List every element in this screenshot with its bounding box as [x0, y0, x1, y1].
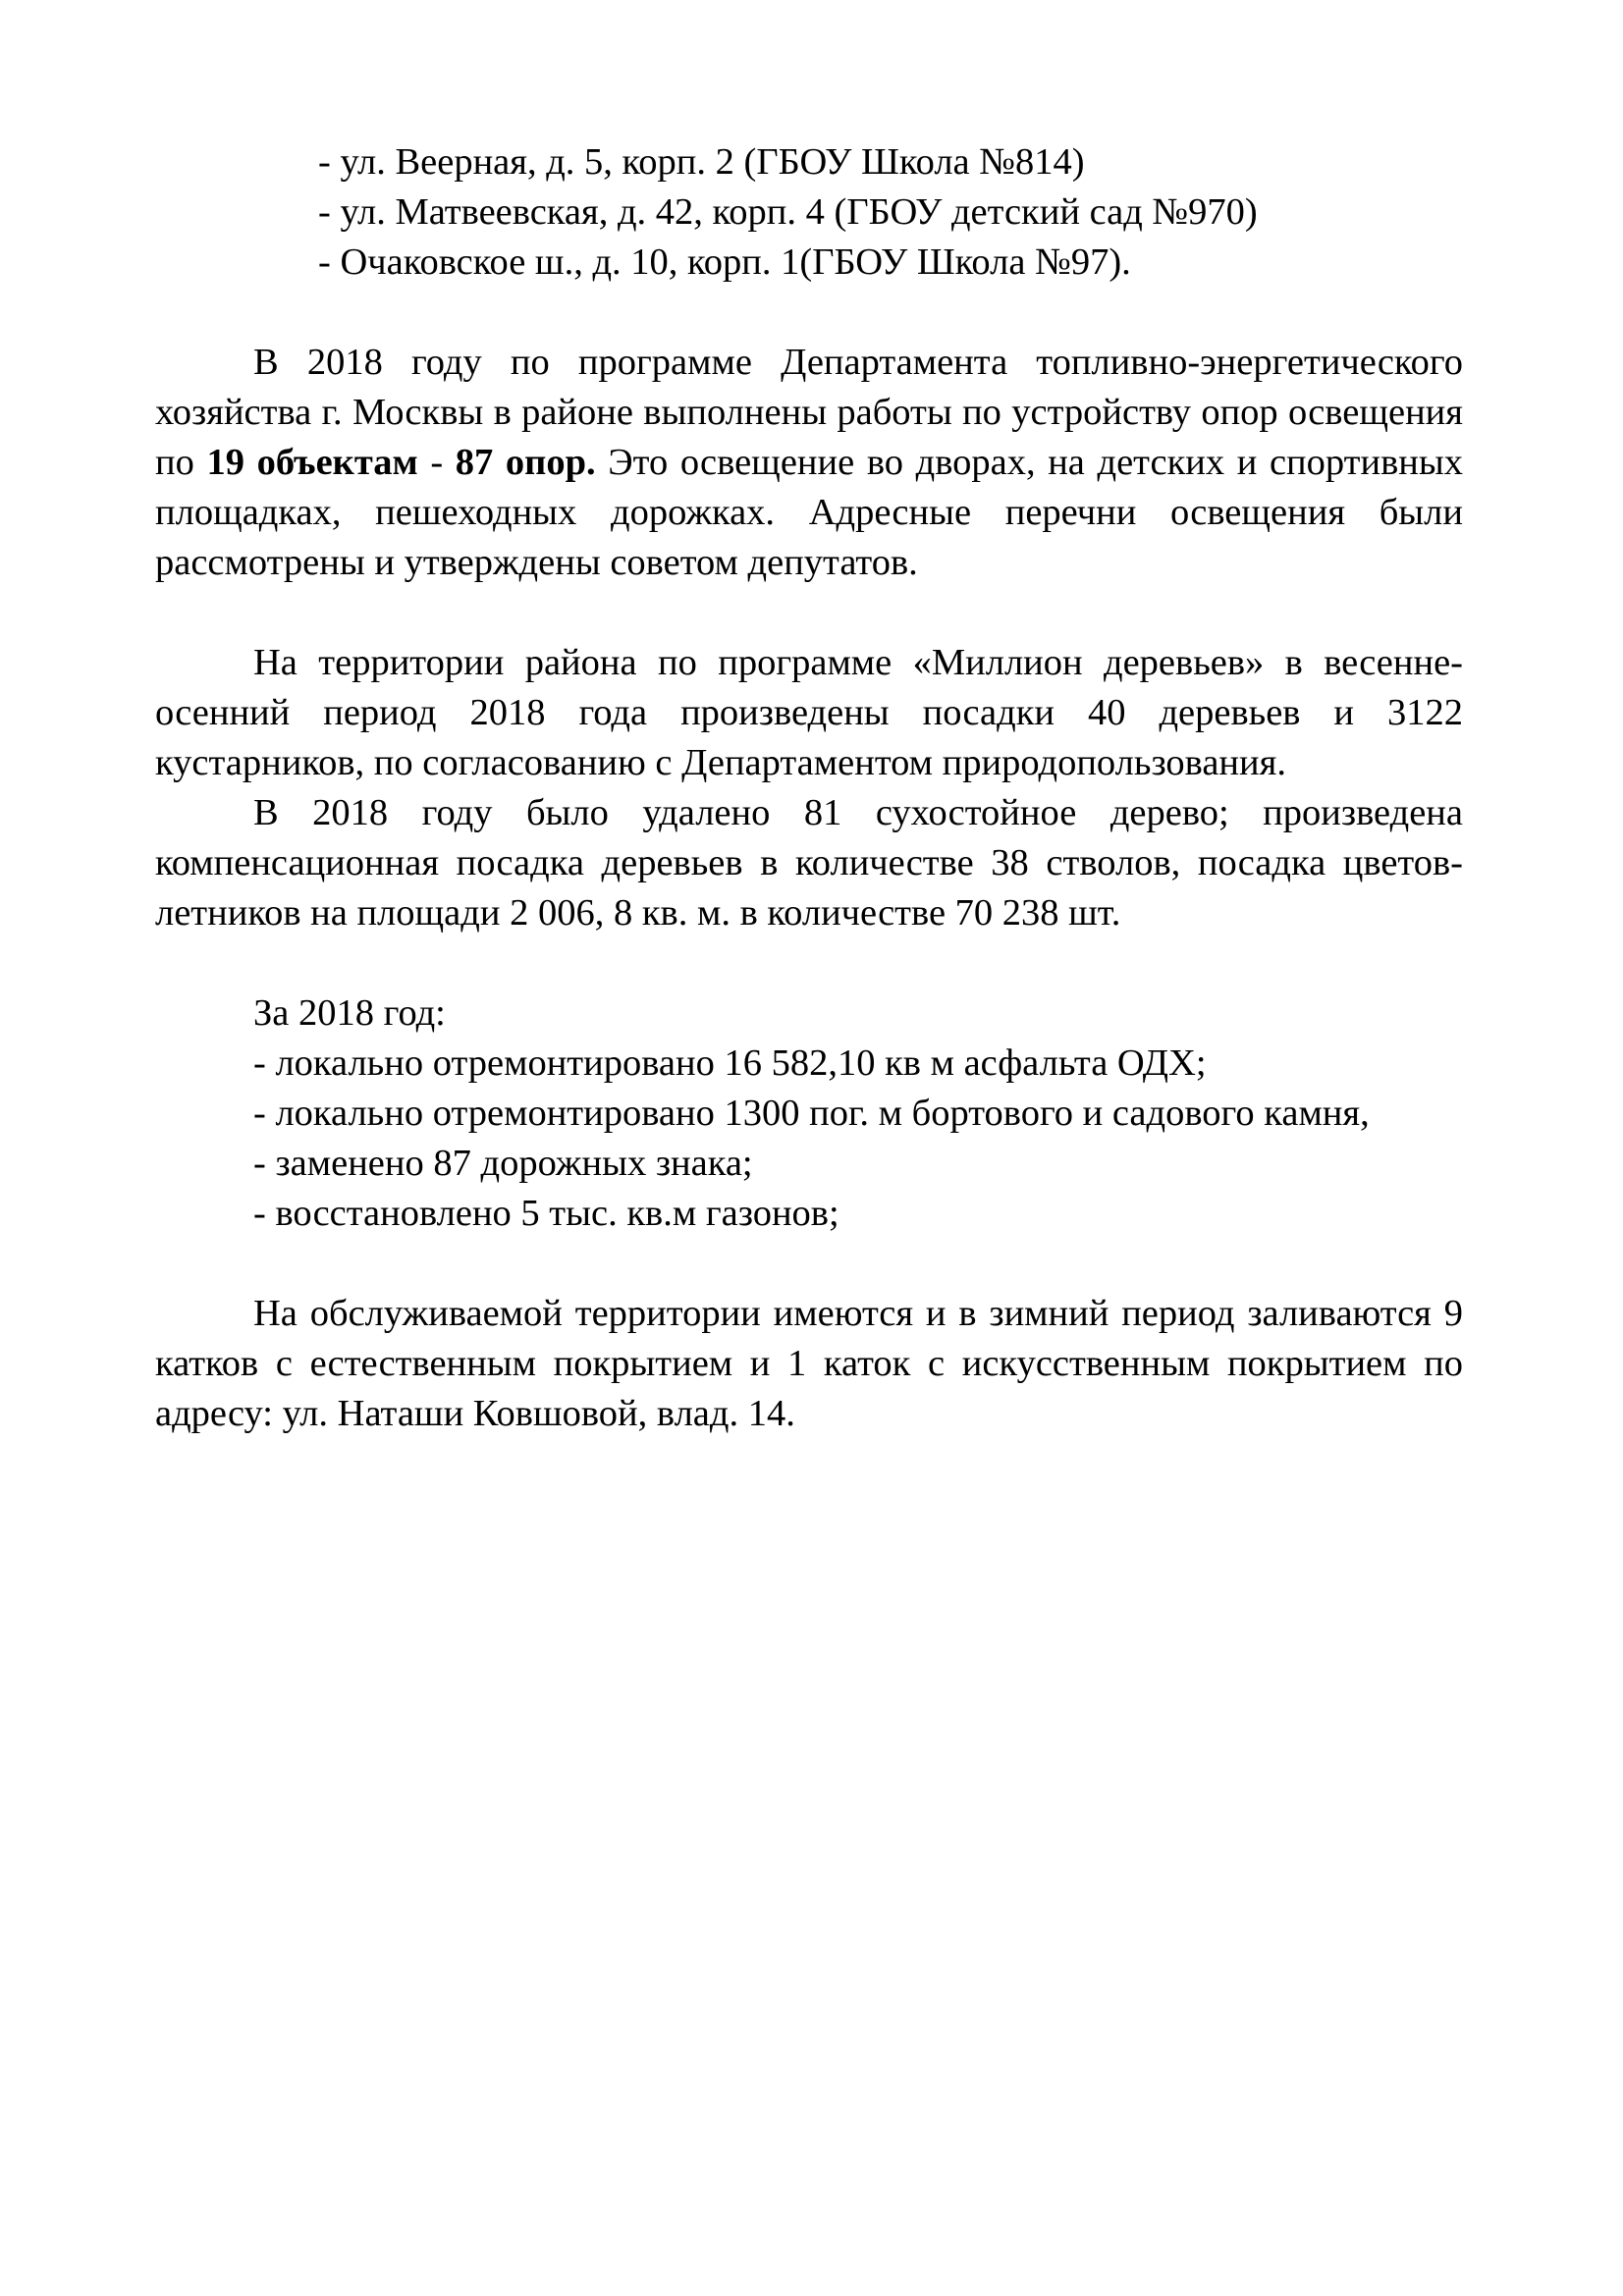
address-item: - ул. Веерная, д. 5, корп. 2 (ГБОУ Школа №814) — [318, 141, 1085, 183]
address-item: - Очаковское ш., д. 10, корп. 1(ГБОУ Школа №97). — [318, 241, 1131, 283]
removal-paragraph: В 2018 году было удалено 81 сухостойное дерево; произведена компенсационная посадка деревьев в количестве 38 стволов, посадка цветов-летников на площади 2 006, 8 кв. м. в количестве 70 238 шт. — [155, 792, 1463, 934]
lighting-text-end: Это освещение во дворах, на детских и спортивных площадках, пешеходных дорожках. Адресные перечни освещения были рассмотрены и утверждены советом депутатов. — [155, 442, 1463, 583]
spacer — [155, 938, 1463, 988]
spacer — [155, 588, 1463, 638]
spacer — [155, 1239, 1463, 1289]
summary-item: - восстановлено 5 тыс. кв.м газонов; — [253, 1193, 839, 1234]
summary-item: - заменено 87 дорожных знака; — [253, 1143, 753, 1184]
summary-list — [155, 988, 1463, 1239]
trees-paragraph: На территории района по программе «Миллион деревьев» в весенне-осенний период 2018 года произведены посадки 40 деревьев и 3122 кустарников, по согласованию с Департаментом природопользования. — [155, 642, 1463, 783]
summary-item: - локально отремонтировано 1300 пог. м бортового и садового камня, — [253, 1093, 1370, 1134]
summary-heading: За 2018 год: — [253, 992, 446, 1034]
lighting-paragraph — [155, 338, 1463, 588]
summary-item: - локально отремонтировано 16 582,10 кв м асфальта ОДХ; — [253, 1042, 1207, 1084]
lighting-poles-count: 87 опор. — [455, 442, 596, 483]
lighting-text-start: В 2018 году по программе Департамента топливно-энергетического хозяйства г. Москвы в районе выполнены работы по устройству опор освещения по — [155, 342, 1463, 483]
lighting-objects-count: 19 объектам — [206, 442, 418, 483]
document-page — [155, 137, 1463, 1439]
address-item: - ул. Матвеевская, д. 42, корп. 4 (ГБОУ детский сад №970) — [318, 191, 1258, 233]
spacer — [155, 288, 1463, 338]
rinks-paragraph: На обслуживаемой территории имеются и в зимний период заливаются 9 катков с естественным покрытием и 1 каток с искусственным покрытием по адресу: ул. Наташи Ковшовой, влад. 14. — [155, 1293, 1463, 1434]
lighting-dash: - — [417, 442, 456, 483]
address-list — [155, 137, 1463, 288]
